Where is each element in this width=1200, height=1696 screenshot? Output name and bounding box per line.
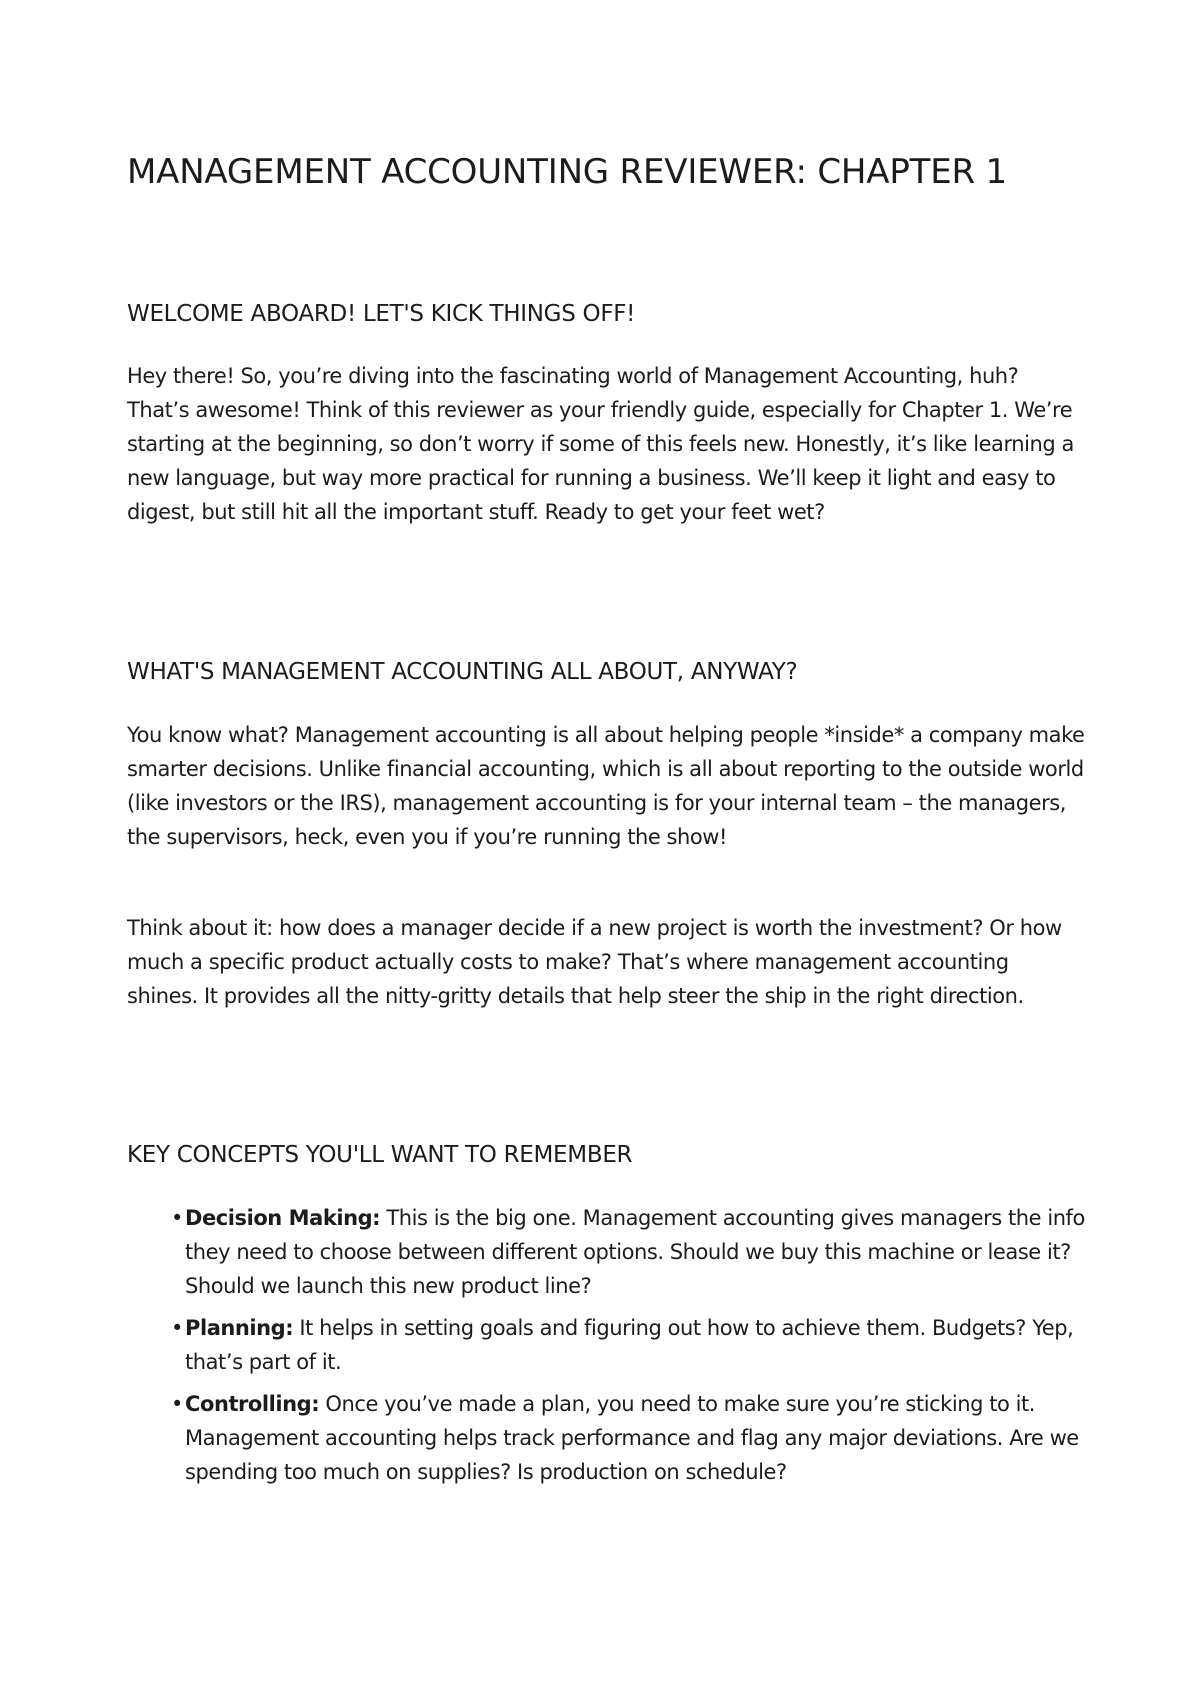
list-item [171, 1311, 1091, 1379]
list-item [171, 1387, 1091, 1489]
bullet-icon: • [171, 1392, 183, 1416]
concept-description: This is the big one. Management accounting gives managers the info they need to choose between different options. Should we buy this machine or lease it? Should we launch this new product line? [185, 1206, 1085, 1298]
concept-term: Controlling: [185, 1392, 320, 1416]
concept-description: Once you’ve made a plan, you need to make sure you’re sticking to it. Management accounting helps track performance and flag any major deviations. Are we spending too much on supplies? Is production on schedule? [185, 1392, 1079, 1484]
what-is-paragraph-1: You know what? Management accounting is all about helping people *inside* a company make smarter decisions. Unlike financial accounting, which is all about reporting to the outside world (like investors or the IRS), management accounting is for your internal team – the managers, the supervisors, heck, even you if you’re running the show! [127, 723, 1085, 849]
section-heading-key-concepts: KEY CONCEPTS YOU'LL WANT TO REMEMBER [127, 1142, 633, 1168]
concept-description: It helps in setting goals and figuring out how to achieve them. Budgets? Yep, that’s part of it. [185, 1316, 1074, 1374]
bullet-icon: • [171, 1206, 183, 1230]
document-title: MANAGEMENT ACCOUNTING REVIEWER: CHAPTER 1 [127, 152, 1007, 192]
key-concepts-list [171, 1201, 1091, 1497]
bullet-icon: • [171, 1316, 183, 1340]
welcome-paragraph: Hey there! So, you’re diving into the fascinating world of Management Accounting, huh? That’s awesome! Think of this reviewer as your friendly guide, especially for Chapter 1. We’re starting at the beginning, so don’t worry if some of this feels new. Honestly, it’s like learning a new language, but way more practical for running a business. We’ll keep it light and easy to digest, but still hit all the important stuff. Ready to get your feet wet? [127, 364, 1074, 524]
section-heading-welcome: WELCOME ABOARD! LET'S KICK THINGS OFF! [127, 301, 636, 327]
what-is-paragraph-2: Think about it: how does a manager decide if a new project is worth the investment? Or how much a specific product actually costs to make? That’s where management accounting shines. It provides all the nitty-gritty details that help steer the ship in the right direction. [127, 916, 1062, 1008]
concept-term: Planning: [185, 1316, 294, 1340]
section-heading-what-is: WHAT'S MANAGEMENT ACCOUNTING ALL ABOUT, ANYWAY? [127, 659, 798, 685]
list-item [171, 1201, 1091, 1303]
concept-term: Decision Making: [185, 1206, 381, 1230]
